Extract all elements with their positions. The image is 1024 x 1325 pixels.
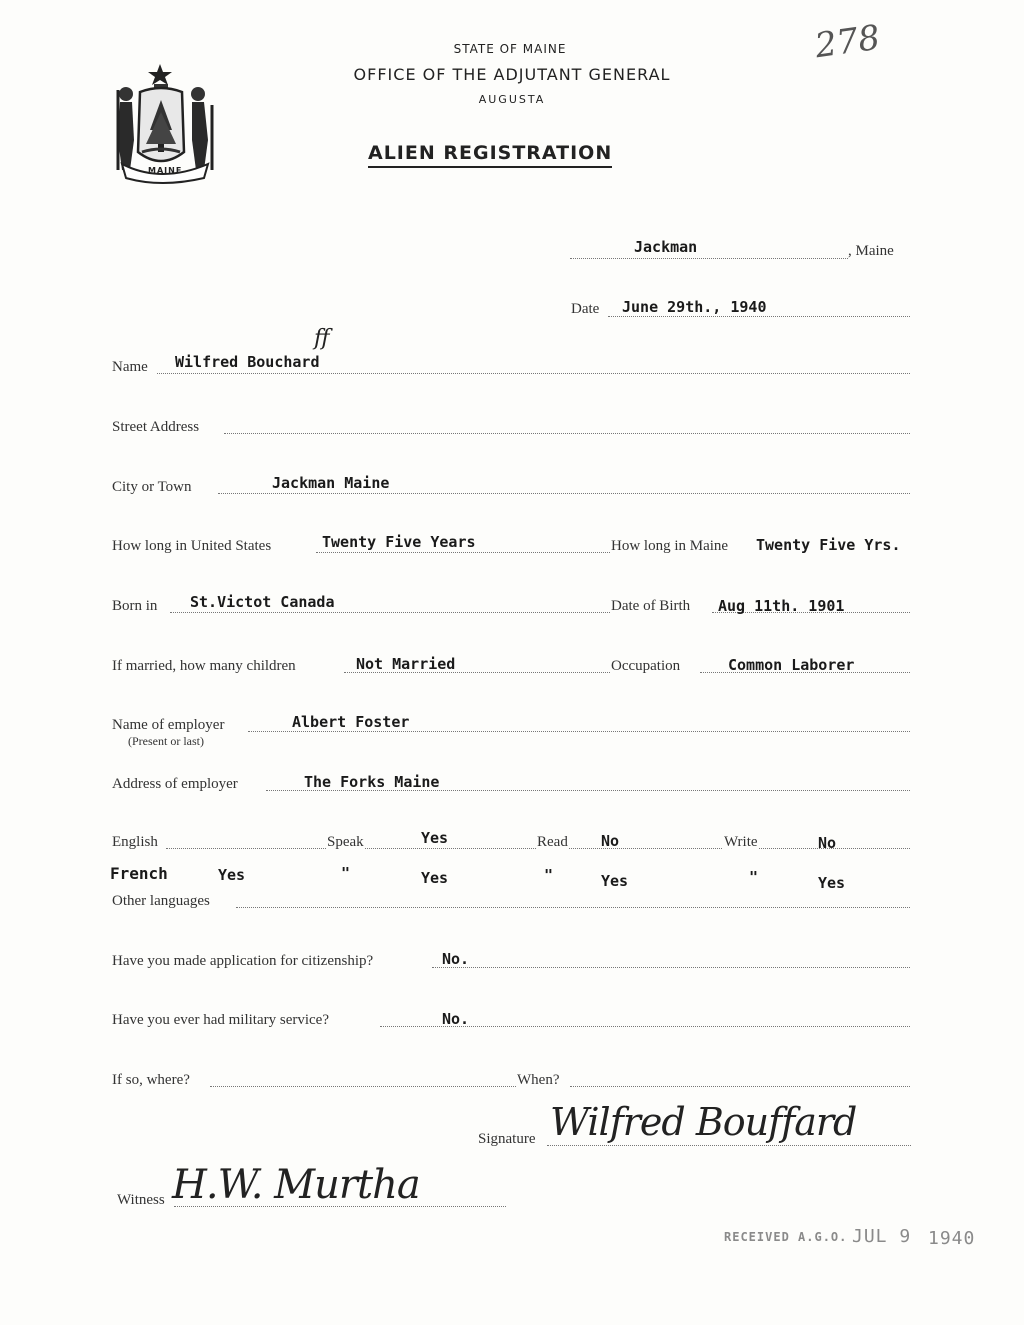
citizenship-label: Have you made application for citizenship? <box>112 953 374 969</box>
signature-value: Wilfred Bouffard <box>550 1100 857 1144</box>
witness-label: Witness <box>117 1192 165 1208</box>
employer-value: Albert Foster <box>292 713 410 731</box>
employer-sublabel: (Present or last) <box>128 734 204 748</box>
date-value: June 29th., 1940 <box>622 298 767 316</box>
occupation-value: Common Laborer <box>728 656 855 674</box>
signature-label: Signature <box>478 1131 536 1147</box>
date-of-birth-value: Aug 11th. 1901 <box>718 597 845 615</box>
when-label: When? <box>517 1072 560 1088</box>
how-long-maine-label: How long in Maine <box>611 538 729 554</box>
other-languages-label: Other languages <box>112 893 210 909</box>
speak-label: Speak <box>327 834 364 850</box>
born-in-label: Born in <box>112 598 158 614</box>
street-address-label: Street Address <box>112 419 200 435</box>
citizenship-value: No. <box>442 950 470 968</box>
where-label: If so, where? <box>112 1072 190 1088</box>
how-long-us-value: Twenty Five Years <box>322 533 476 551</box>
ditto-speak: " <box>341 864 351 882</box>
military-value: No. <box>442 1010 470 1028</box>
seal-banner-text: MAINE <box>148 166 183 175</box>
city-town-value: Jackman Maine <box>272 474 390 492</box>
witness-value: H.W. Murtha <box>172 1162 420 1208</box>
ditto-read: " <box>544 866 554 884</box>
received-stamp-prefix: RECEIVED A.G.O. <box>724 1230 848 1244</box>
date-label: Date <box>571 301 600 317</box>
write-label: Write <box>724 834 758 850</box>
header-office: OFFICE OF THE ADJUTANT GENERAL <box>353 65 671 84</box>
occupation-label: Occupation <box>611 658 681 674</box>
employer-address-value: The Forks Maine <box>304 773 440 791</box>
name-value: Wilfred Bouchard <box>175 353 320 371</box>
received-stamp-date: JUL 9 <box>852 1226 912 1247</box>
name-correction: ff <box>314 326 330 351</box>
place-value: Jackman <box>634 238 698 256</box>
name-label: Name <box>112 359 148 375</box>
how-long-us-label: How long in United States <box>112 538 272 554</box>
french-write-value: Yes <box>818 874 846 892</box>
english-label: English <box>112 834 158 850</box>
english-speak-value: Yes <box>421 829 449 847</box>
employer-label: Name of employer <box>112 717 225 733</box>
form-title: ALIEN REGISTRATION <box>368 142 612 168</box>
how-long-maine-value: Twenty Five Yrs. <box>756 536 901 554</box>
born-in-value: St.Victot Canada <box>190 593 335 611</box>
french-read-value: Yes <box>601 872 629 890</box>
french-speak-value: Yes <box>421 869 449 887</box>
military-label: Have you ever had military service? <box>112 1012 329 1028</box>
read-label: Read <box>537 834 568 850</box>
page-number: 278 <box>812 17 883 67</box>
english-read-value: No <box>601 832 620 850</box>
employer-address-label: Address of employer <box>112 776 238 792</box>
children-label: If married, how many children <box>112 658 296 674</box>
header-state: STATE OF MAINE <box>453 42 567 56</box>
date-of-birth-label: Date of Birth <box>611 598 691 614</box>
header-city: AUGUSTA <box>478 93 546 106</box>
english-write-value: No <box>818 834 837 852</box>
received-stamp-year: 1940 <box>928 1228 976 1249</box>
ditto-write: " <box>749 868 759 886</box>
french-label: French <box>110 864 168 883</box>
city-town-label: City or Town <box>112 479 192 495</box>
children-value: Not Married <box>356 655 456 673</box>
place-suffix: , Maine <box>848 243 894 259</box>
french-value: Yes <box>218 866 246 884</box>
